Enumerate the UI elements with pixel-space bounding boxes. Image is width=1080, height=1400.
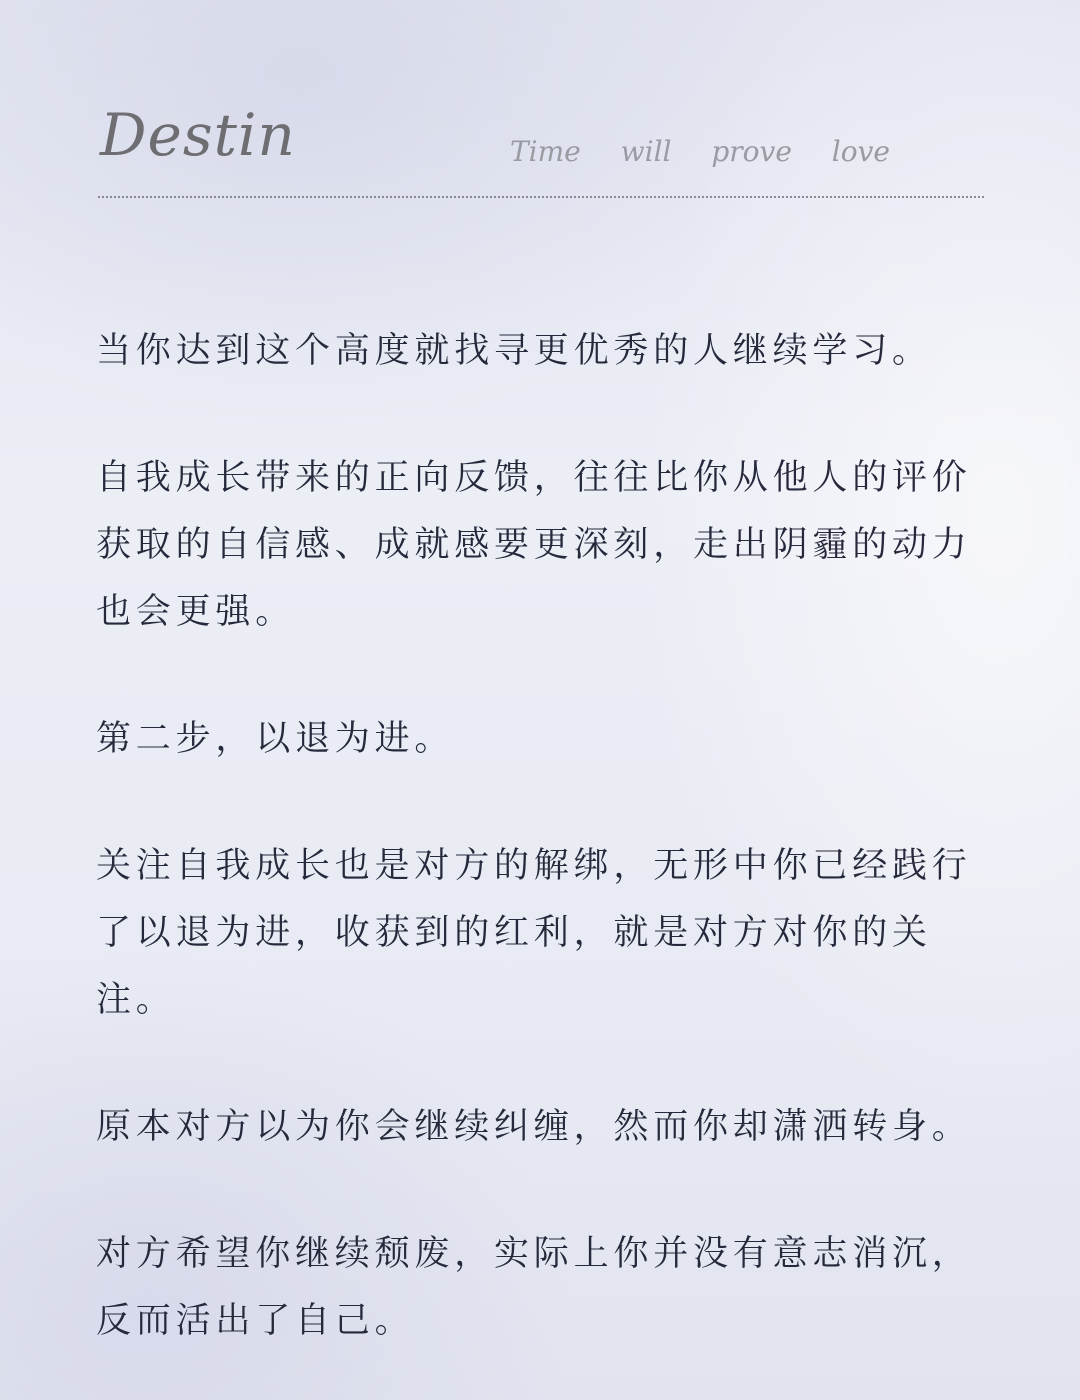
tagline [510, 135, 890, 168]
tagline-word: prove [711, 135, 792, 168]
paragraph: 关注自我成长也是对方的解绑，无形中你已经践行了以退为进，收获到的红利，就是对方对你的关注。 [96, 846, 972, 1020]
header [98, 100, 984, 200]
paragraph: 对方希望你继续颓废，实际上你并没有意志消沉，反而活出了自己。 [96, 1234, 972, 1341]
paragraph: 原本对方以为你会继续纠缠，然而你却潇洒转身。 [96, 1107, 972, 1147]
tagline-word: love [831, 135, 890, 168]
brand-title: Destin [100, 101, 296, 169]
paragraph: 自我成长带来的正向反馈，往往比你从他人的评价获取的自信感、成就感要更深刻，走出阴霾的动力也会更强。 [96, 458, 972, 632]
dotted-divider [98, 196, 984, 198]
paragraph: 第二步，以退为进。 [96, 719, 455, 759]
tagline-word: Time [510, 135, 581, 168]
article-body [96, 318, 996, 1400]
paragraph: 当你达到这个高度就找寻更优秀的人继续学习。 [96, 331, 932, 371]
tagline-word: will [620, 135, 672, 168]
